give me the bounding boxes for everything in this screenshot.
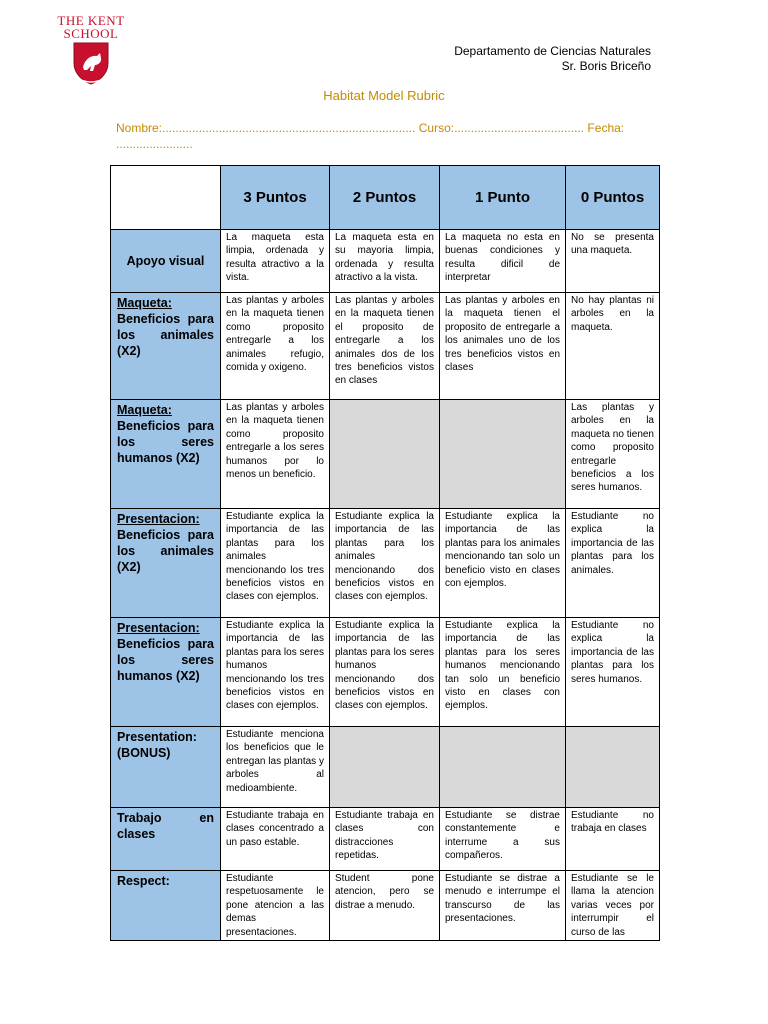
score-cell: Las plantas y arboles en la maqueta tienen como proposito entregarle a los seres humanos por lo menos un beneficio. [221, 400, 330, 509]
table-row [111, 727, 660, 808]
table-row [111, 808, 660, 871]
criterion-cell [111, 400, 221, 509]
score-cell: Las plantas y arboles en la maqueta tienen como proposito entregarle a los animales refugio, comida y oxigeno. [221, 293, 330, 400]
criterion-label: Beneficios para los seres humanos (X2) [117, 637, 214, 683]
table-row [111, 618, 660, 727]
criterion-label: Beneficios para los seres humanos (X2) [117, 419, 214, 465]
score-cell: Las plantas y arboles en la maqueta tienen el proposito de entregarle a los animales uno de los tres beneficios vistos en clases [440, 293, 566, 400]
score-cell: Estudiante respetuosamente le pone atencion a las demas presentaciones. [221, 871, 330, 941]
score-cell: Estudiante explica la importancia de las plantas para los seres humanos mencionando los tres beneficios vistos en clases con ejemplos. [221, 618, 330, 727]
corner-cell [111, 166, 221, 230]
department-name: Departamento de Ciencias Naturales [454, 44, 651, 58]
table-row [111, 509, 660, 618]
criterion-title: Presentacion: [117, 621, 200, 635]
column-header: 0 Puntos [566, 166, 660, 230]
score-cell: Estudiante explica la importancia de las plantas para los seres humanos mencionando tan solo un beneficio visto en clases con ejemplos. [440, 618, 566, 727]
criterion-title: Presentacion: [117, 512, 200, 526]
score-cell: Estudiante se le llama la atencion varias veces por interrumpir el curso de las [566, 871, 660, 941]
score-cell: Estudiante explica la importancia de las plantas para los animales mencionando tan solo un beneficio visto en clases con ejemplos. [440, 509, 566, 618]
empty-cell [566, 727, 660, 808]
logo-line-1: THE KENT [57, 13, 125, 28]
score-cell: Las plantas y arboles en la maqueta no tienen como proposito entregarle beneficios a los seres humanos. [566, 400, 660, 509]
criterion-title: Respect: [117, 874, 170, 888]
criterion-label: Beneficios para los animales (X2) [117, 528, 214, 574]
criterion-cell [111, 808, 221, 871]
score-cell: Las plantas y arboles en la maqueta tienen el proposito de entregarle a los animales dos de los tres beneficios vistos en clases [330, 293, 440, 400]
table-row [111, 230, 660, 293]
criterion-label: Beneficios para los animales (X2) [117, 312, 214, 358]
rubric-table [110, 165, 660, 941]
column-header: 2 Puntos [330, 166, 440, 230]
criterion-cell [111, 727, 221, 808]
rubric-title: Habitat Model Rubric [323, 88, 445, 103]
score-cell: Estudiante trabaja en clases con distracciones repetidas. [330, 808, 440, 871]
score-cell: Estudiante no explica la importancia de las plantas para los animales. [566, 509, 660, 618]
criterion-title: Maqueta: [117, 296, 172, 310]
school-logo [52, 14, 130, 90]
score-cell: No se presenta una maqueta. [566, 230, 660, 293]
score-cell: Estudiante no explica la importancia de las plantas para los seres humanos. [566, 618, 660, 727]
empty-cell [330, 727, 440, 808]
score-cell: Estudiante trabaja en clases concentrado a un paso estable. [221, 808, 330, 871]
criterion-cell [111, 230, 221, 293]
score-cell: Estudiante explica la importancia de las plantas para los animales mencionando dos beneficios vistos en clases con ejemplos. [330, 509, 440, 618]
score-cell: Student pone atencion, pero se distrae a menudo. [330, 871, 440, 941]
score-cell: Estudiante se distrae constantemente e interrume a sus compañeros. [440, 808, 566, 871]
criterion-title: Presentation: (BONUS) [117, 730, 197, 760]
teacher-name: Sr. Boris Briceño [561, 59, 651, 73]
criterion-cell [111, 618, 221, 727]
criterion-label: Apoyo visual [126, 254, 205, 268]
score-cell: Estudiante explica la importancia de las plantas para los seres humanos mencionando dos beneficios vistos en clases con ejemplos. [330, 618, 440, 727]
criterion-cell [111, 509, 221, 618]
empty-cell [440, 400, 566, 509]
score-cell: La maqueta esta en su mayoria limpia, ordenada y resulta atractivo a la vista. [330, 230, 440, 293]
logo-line-2: SCHOOL [63, 26, 119, 41]
score-cell: Estudiante se distrae a menudo e interrumpe el transcurso de las presentaciones. [440, 871, 566, 941]
score-cell: Estudiante explica la importancia de las plantas para los animales mencionando los tres beneficios vistos en clases con ejemplos. [221, 509, 330, 618]
score-cell: Estudiante no trabaja en clases [566, 808, 660, 871]
table-row [111, 871, 660, 941]
rubric-header-row [111, 166, 660, 230]
criterion-cell [111, 293, 221, 400]
table-row [111, 293, 660, 400]
criterion-title: Maqueta: [117, 403, 172, 417]
criterion-title: Trabajo en clases [117, 811, 214, 841]
score-cell: La maqueta no esta en buenas condiciones y resulta dificil de interpretar [440, 230, 566, 293]
score-cell: Estudiante menciona los beneficios que le entregan las plantas y arboles al medioambiente. [221, 727, 330, 808]
score-cell: La maqueta esta limpia, ordenada y resulta atractivo a la vista. [221, 230, 330, 293]
column-header: 3 Puntos [221, 166, 330, 230]
department-header [454, 44, 651, 74]
criterion-cell [111, 871, 221, 941]
column-header: 1 Punto [440, 166, 566, 230]
table-row [111, 400, 660, 509]
student-info-fields: Nombre:............................................................................ Curso:....................................... Fecha: ....................... [116, 121, 625, 151]
shield-icon [71, 41, 111, 85]
score-cell: No hay plantas ni arboles en la maqueta. [566, 293, 660, 400]
empty-cell [330, 400, 440, 509]
empty-cell [440, 727, 566, 808]
